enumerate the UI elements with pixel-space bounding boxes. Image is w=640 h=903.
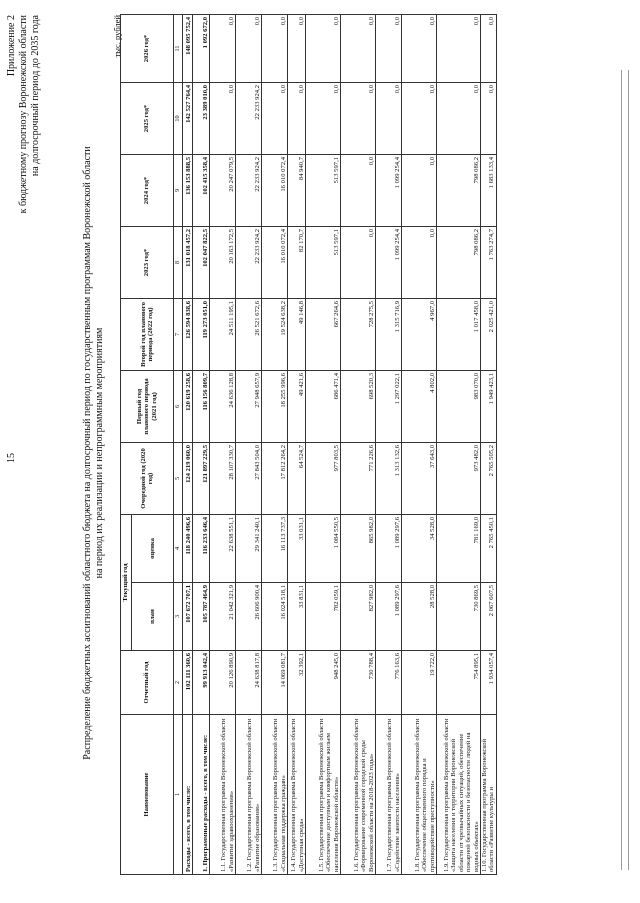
table-row xyxy=(262,14,288,874)
row-value: 102 047 822,5 xyxy=(193,226,210,298)
appendix-line: к бюджетному прогнозу Воронежской области xyxy=(18,15,29,214)
col-report-year-header: Отчетный год xyxy=(121,651,174,715)
row-value: 16 010 072,4 xyxy=(262,226,288,298)
header-row xyxy=(121,14,132,874)
row-value: 119 273 051,0 xyxy=(193,298,210,370)
row-value: 120 619 258,6 xyxy=(183,370,193,442)
col-second-plan-header: Второй год планового периода (2022 год) xyxy=(121,298,174,370)
row-value: 16 010 072,4 xyxy=(262,154,288,226)
table-row xyxy=(376,14,402,874)
row-value: 1 092 672,0 xyxy=(193,14,210,82)
row-value: 0,0 xyxy=(402,226,437,298)
row-value: 118 240 496,6 xyxy=(183,514,193,582)
row-value: 0,0 xyxy=(306,82,341,154)
row-value: 0,0 xyxy=(341,154,376,226)
row-value: 1 099 254,4 xyxy=(376,154,402,226)
column-number: 4 xyxy=(174,514,183,582)
row-name: 1.2. Государственная программа Воронежской области «Развитие образования» xyxy=(236,715,262,875)
row-value: 730 788,4 xyxy=(341,651,376,715)
scan-edge-line xyxy=(628,70,629,870)
row-value: 142 527 764,4 xyxy=(183,82,193,154)
document-title xyxy=(82,63,106,843)
row-value: 977 803,5 xyxy=(306,442,341,514)
row-value: 16 024 518,1 xyxy=(262,583,288,651)
row-value: 2 025 421,0 xyxy=(481,298,497,370)
row-value: 34 528,0 xyxy=(402,514,437,582)
col-estimate-header: оценка xyxy=(132,514,174,582)
row-value: 754 895,1 xyxy=(437,651,481,715)
table-body xyxy=(183,14,497,874)
row-value: 24 636 128,8 xyxy=(210,370,236,442)
row-value: 0,0 xyxy=(210,14,236,82)
row-name: Расходы - всего, в том числе: xyxy=(183,715,193,875)
column-number: 11 xyxy=(174,14,183,82)
page-number: 15 xyxy=(6,453,17,463)
row-value: 22 233 924,2 xyxy=(236,154,262,226)
row-value: 136 153 888,5 xyxy=(183,154,193,226)
row-value: 24 511 195,1 xyxy=(210,298,236,370)
row-value: 1 315 716,9 xyxy=(376,298,402,370)
row-value: 948 245,0 xyxy=(306,651,341,715)
row-value: 27 948 657,9 xyxy=(236,370,262,442)
row-value: 0,0 xyxy=(376,82,402,154)
col-2023-header: 2023 год* xyxy=(121,226,174,298)
col-next-year-header: Очередной год (2020 год) xyxy=(121,442,174,514)
col-2025-header: 2025 год* xyxy=(121,82,174,154)
row-value: 22 233 924,2 xyxy=(236,226,262,298)
row-value: 28 107 330,7 xyxy=(210,442,236,514)
row-value: 20 247 079,5 xyxy=(210,154,236,226)
row-value: 513 597,1 xyxy=(306,154,341,226)
col-current-year-header: Текущий год xyxy=(121,514,132,650)
row-value: 0,0 xyxy=(481,82,497,154)
row-value: 19 524 638,2 xyxy=(262,298,288,370)
column-number: 1 xyxy=(174,715,183,875)
col-2026-header: 2026 год* xyxy=(121,14,174,82)
row-value: 124 219 060,0 xyxy=(183,442,193,514)
row-value: 798 086,2 xyxy=(437,226,481,298)
table-row xyxy=(288,14,306,874)
row-value: 49 146,8 xyxy=(288,298,306,370)
title-line: Распределение бюджетных ассигнований областного бюджета на долгосрочный период по государственным программам Воронежской области xyxy=(82,146,93,760)
row-value: 771 226,6 xyxy=(341,442,376,514)
row-value: 105 787 464,9 xyxy=(193,583,210,651)
table-row xyxy=(210,14,236,874)
appendix-line: Приложение 2 xyxy=(6,15,17,77)
scan-edge-line xyxy=(621,70,622,870)
row-value: 1 084 550,5 xyxy=(306,514,341,582)
row-value: 1 763 274,7 xyxy=(481,226,497,298)
row-name: 1.1. Государственная программа Воронежской области «Развитие здравоохранения» xyxy=(210,715,236,875)
row-value: 1 297 022,1 xyxy=(376,370,402,442)
row-value: 0,0 xyxy=(402,14,437,82)
row-value: 730 869,5 xyxy=(437,583,481,651)
row-value: 1 949 423,1 xyxy=(481,370,497,442)
row-value: 782 059,1 xyxy=(306,583,341,651)
row-value: 0,0 xyxy=(210,82,236,154)
row-value: 0,0 xyxy=(288,14,306,82)
row-value: 0,0 xyxy=(341,14,376,82)
row-value: 17 812 264,2 xyxy=(262,442,288,514)
row-value: 2 765 450,1 xyxy=(481,514,497,582)
row-value: 781 169,0 xyxy=(437,514,481,582)
row-value: 22 638 551,1 xyxy=(210,514,236,582)
row-value: 0,0 xyxy=(481,14,497,82)
row-value: 102 111 360,6 xyxy=(183,651,193,715)
row-value: 667 264,6 xyxy=(306,298,341,370)
unit-label: тыс. рублей xyxy=(112,15,122,58)
table-row xyxy=(193,14,210,874)
row-value: 0,0 xyxy=(341,82,376,154)
column-number: 2 xyxy=(174,651,183,715)
column-number: 8 xyxy=(174,226,183,298)
row-value: 14 069 081,7 xyxy=(262,651,288,715)
row-value: 26 521 672,6 xyxy=(236,298,262,370)
row-value: 82 170,7 xyxy=(288,226,306,298)
table-row xyxy=(437,14,481,874)
row-value: 33 831,1 xyxy=(288,583,306,651)
column-number: 6 xyxy=(174,370,183,442)
row-value: 1 089 297,6 xyxy=(376,583,402,651)
appendix-line: на долгосрочный период до 2035 года xyxy=(30,15,41,177)
row-value: 116 233 646,4 xyxy=(193,514,210,582)
row-value: 0,0 xyxy=(262,14,288,82)
table-row xyxy=(236,14,262,874)
row-value: 24 638 817,8 xyxy=(236,651,262,715)
row-value: 776 163,6 xyxy=(376,651,402,715)
row-name: 1.8. Государственная программа Воронежской области «Обеспечение общественного порядка и противодействие преступности» xyxy=(402,715,437,875)
row-value: 18 255 996,6 xyxy=(262,370,288,442)
table-row xyxy=(183,14,193,874)
row-value: 513 597,1 xyxy=(306,226,341,298)
row-name: 1.10. Государственная программа Воронежской области «Развитие культуры и xyxy=(481,715,497,875)
table-row xyxy=(341,14,376,874)
row-value: 686 471,4 xyxy=(306,370,341,442)
row-value: 1 089 297,6 xyxy=(376,514,402,582)
row-value: 0,0 xyxy=(402,154,437,226)
row-value: 1 934 057,4 xyxy=(481,651,497,715)
row-value: 1 683 133,4 xyxy=(481,154,497,226)
column-number: 9 xyxy=(174,154,183,226)
row-value: 0,0 xyxy=(288,82,306,154)
row-value: 26 606 900,4 xyxy=(236,583,262,651)
table-row xyxy=(481,14,497,874)
row-value: 4 802,0 xyxy=(402,370,437,442)
row-value: 0,0 xyxy=(341,226,376,298)
row-name: 1.4. Государственная программа Воронежской области «Доступная среда» xyxy=(288,715,306,875)
row-value: 126 594 838,6 xyxy=(183,298,193,370)
row-value: 0,0 xyxy=(262,82,288,154)
row-value: 49 421,6 xyxy=(288,370,306,442)
row-value: 19 722,0 xyxy=(402,651,437,715)
row-value: 37 643,0 xyxy=(402,442,437,514)
row-value: 33 031,1 xyxy=(288,514,306,582)
row-value: 0,0 xyxy=(437,14,481,82)
table-row xyxy=(402,14,437,874)
col-plan-header: план xyxy=(132,583,174,651)
row-value: 0,0 xyxy=(236,14,262,82)
row-value: 21 042 321,9 xyxy=(210,583,236,651)
row-value: 1 017 458,0 xyxy=(437,298,481,370)
row-name: 1.3. Государственная программа Воронежской области «Социальная поддержка граждан» xyxy=(262,715,288,875)
row-value: 22 233 924,2 xyxy=(236,82,262,154)
row-name: 1. Программные расходы - всего, в том числе: xyxy=(193,715,210,875)
row-value: 32 392,1 xyxy=(288,651,306,715)
col-first-plan-header: Первый год планового периода (2021 год) xyxy=(121,370,174,442)
column-number: 5 xyxy=(174,442,183,514)
row-value: 84 940,7 xyxy=(288,154,306,226)
row-value: 107 672 707,1 xyxy=(183,583,193,651)
row-value: 2 765 505,2 xyxy=(481,442,497,514)
row-value: 29 341 240,1 xyxy=(236,514,262,582)
row-value: 973 482,0 xyxy=(437,442,481,514)
col-2024-header: 2024 год* xyxy=(121,154,174,226)
row-value: 148 095 752,4 xyxy=(183,14,193,82)
row-value: 1 313 132,6 xyxy=(376,442,402,514)
row-value: 16 113 737,3 xyxy=(262,514,288,582)
row-value: 983 070,0 xyxy=(437,370,481,442)
row-name: 1.5. Государственная программа Воронежской области «Обеспечение доступным и комфортным жильем населения Воронежской области» xyxy=(306,715,341,875)
row-value: 1 099 254,4 xyxy=(376,226,402,298)
row-value: 2 067 607,5 xyxy=(481,583,497,651)
row-value: 23 389 010,0 xyxy=(193,82,210,154)
row-value: 0,0 xyxy=(376,14,402,82)
row-value: 827 982,0 xyxy=(341,583,376,651)
row-value: 865 982,0 xyxy=(341,514,376,582)
row-value: 4 967,0 xyxy=(402,298,437,370)
row-value: 0,0 xyxy=(437,82,481,154)
row-value: 20 126 890,9 xyxy=(210,651,236,715)
row-value: 728 275,5 xyxy=(341,298,376,370)
appendix-note xyxy=(6,15,42,213)
row-value: 27 843 504,0 xyxy=(236,442,262,514)
column-number-row xyxy=(174,14,183,874)
row-value: 20 163 172,5 xyxy=(210,226,236,298)
column-number: 10 xyxy=(174,82,183,154)
row-value: 102 415 358,4 xyxy=(193,154,210,226)
row-value: 0,0 xyxy=(402,82,437,154)
row-value: 28 528,0 xyxy=(402,583,437,651)
row-value: 116 156 809,7 xyxy=(193,370,210,442)
col-name-header: Наименование xyxy=(121,715,174,875)
row-value: 0,0 xyxy=(306,14,341,82)
row-value: 64 524,7 xyxy=(288,442,306,514)
column-number: 7 xyxy=(174,298,183,370)
column-number: 3 xyxy=(174,583,183,651)
row-name: 1.9. Государственная программа Воронежской области «Защита населения и территории Воронежской области от чрезвычайных ситуаций, обеспечение пожарной безопасности и безопасности людей на водных объектах» xyxy=(437,715,481,875)
row-name: 1.6. Государственная программа Воронежской области «Формирование современной городской среды Воронежской области на 2018-2023 годы» xyxy=(341,715,376,875)
table-row xyxy=(306,14,341,874)
row-value: 131 018 457,2 xyxy=(183,226,193,298)
row-value: 798 086,2 xyxy=(437,154,481,226)
row-name: 1.7. Государственная программа Воронежской области «Содействие занятости населения» xyxy=(376,715,402,875)
title-line: на период их реализации и непрограммным мероприятиям xyxy=(94,327,105,579)
row-value: 99 913 042,4 xyxy=(193,651,210,715)
budget-table xyxy=(120,14,497,875)
row-value: 121 897 229,5 xyxy=(193,442,210,514)
row-value: 698 520,3 xyxy=(341,370,376,442)
